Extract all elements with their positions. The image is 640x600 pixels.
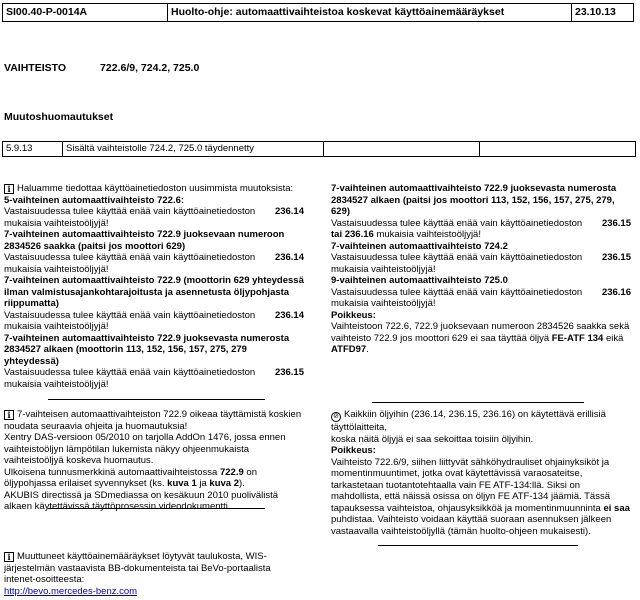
paragraph: Vaihteisto 722.6/9, siihen liittyvät sähköhydrauliset ohjainyksiköt ja momentinmuuntimet, jotka ovat käytettävissä varaosateitse, tarkastetaan tuotantotehtaalla vain FE ATF-134:llä. Siksi on mahdollista, että näissä osissa on öljyn FE ATF-134 jäämiä. Tässä tapauksessa vaihteistoa, ohjausyksikköä ja momentinmuunninta ei saa puhdistaa. Vaihteisto voidaan käyttää suoraan asennuksen jälkeen vastaavalla vaihteistoöljyllä (tämän huolto-ohjeen mukaisesti). — [331, 456, 630, 537]
document-header — [2, 3, 634, 22]
change-text: Sisältä vaihteistolle 724.2, 725.0 täydennetty — [63, 142, 324, 157]
right-info-block-1 — [331, 183, 631, 356]
requirement-line: Vastaisuudessa tulee käyttää enää vain käyttöainetiedoston 236.15 — [331, 252, 631, 263]
document-date: 23.10.13 — [575, 6, 616, 18]
right-note-block — [331, 409, 631, 537]
empty-cell — [324, 142, 480, 157]
section-heading: 5-vaihteinen automaattivaihteisto 722.6: — [4, 194, 185, 206]
requirement-line: Vastaisuudessa tulee käyttää enää vain käyttöainetiedoston 236.15 — [4, 367, 304, 378]
info-icon: i — [4, 184, 14, 194]
paragraph: AKUBIS directissä ja SDmediassa on kesäkuun 2010 puolivälistä alkaen käytettävissä täyttöprosessin videodokumentti. — [4, 489, 279, 512]
info-icon: i — [4, 552, 14, 562]
document-id: SI00.40-P-0014A — [3, 4, 168, 21]
section-heading: 7-vaihteinen automaattivaihteisto 722.9 (moottorin 629 yhteydessä ilman valmistusajankohtarajoitusta ja asennetusta öljypohjasta riippumatta) — [4, 275, 304, 309]
table-row — [3, 142, 636, 157]
paragraph: i 7-vaihteisen automaattivaihteiston 722.9 oikeaa täyttämistä koskien noudata seuraavia ohjeita ja huomautuksia! — [4, 409, 302, 432]
requirement-line: Vastaisuudessa tulee käyttää enää vain käyttöainetiedoston 236.14 — [4, 252, 304, 263]
section-heading: 7-vaihteinen automaattivaihteisto 724.2 — [331, 240, 508, 252]
requirement-tail: mukaisia vaihteistoöljyjä! — [331, 298, 436, 309]
requirement-tail: mukaisia vaihteistoöljyjä! — [4, 217, 109, 229]
document-title: Huolto-ohje: automaattivaihteistoa koskevat käyttöainemääräykset — [168, 4, 572, 21]
note-icon: ⊘ — [331, 412, 341, 422]
gearbox-line — [4, 63, 199, 75]
change-date: 5.9.13 — [3, 142, 63, 157]
paragraph: ⊘ Kaikkiin öljyihin (236.14, 236.15, 236.16) on käytettävä erillisiä täyttölaitteita, — [331, 409, 606, 433]
divider — [378, 545, 578, 546]
left-info-block-2 — [4, 409, 304, 513]
exception-text: Vaihteistoon 722.6, 722.9 juoksevaan numeroon 2834526 saakka sekä vaihteisto 722.9 jos moottori 629 ei saa täyttää öljyä FE-ATF 134 eikä ATFD97. — [331, 321, 630, 355]
section-heading: 7-vaihteinen automaattivaihteisto 722.9 juoksevasta numerosta 2834527 alkaen (moottorin 113, 152, 156, 157, 275, 279 yhteydessä) — [4, 332, 290, 367]
requirement-line: Vastaisuudessa tulee käyttää enää vain käyttöainetiedoston 236.14 — [4, 206, 304, 217]
requirement-tail: mukaisia vaihteistoöljyjä! — [331, 263, 436, 275]
exception-heading: Poikkeus: — [331, 309, 376, 321]
divider — [48, 399, 265, 400]
divider — [48, 508, 265, 509]
requirement-tail: tai 236.16 mukaisia vaihteistoöljyjä! — [331, 229, 481, 240]
figure-2-ref: kuva 2 — [209, 478, 239, 489]
info-icon: i — [4, 410, 14, 420]
gearbox-label: VAIHTEISTO — [4, 62, 67, 74]
section-heading: 7-vaihteinen automaattivaihteisto 722.9 juoksevaan numeroon 2834526 saakka (paitsi jos moottori 629) — [4, 229, 285, 252]
requirement-line: Vastaisuudessa tulee käyttää enää vain käyttöainetiedoston 236.15 — [331, 217, 631, 229]
paragraph: i Muuttuneet käyttöainemääräykset löytyvät taulukosta, WIS-järjestelmän vastaavista BB-dokumenteista tai BeVo-portaalista intenet-osoitteesta: — [4, 551, 271, 585]
changes-heading: Muutoshuomautukset — [4, 111, 114, 123]
empty-cell — [480, 142, 636, 157]
intro-line: i Haluamme tiedottaa käyttöainetiedoston uusimmista muutoksista: — [4, 183, 304, 195]
left-info-block-1 — [4, 183, 304, 390]
paragraph: Xentry DAS-versioon 05/2010 on tarjolla AddOn 1476, jossa ennen vaihteistoöljyn lämpötilan lukemista näkyy ohjeenmukaista vaihteistoöljyä koskeva huomautus. — [4, 432, 286, 466]
figure-1-ref: kuva 1 — [167, 478, 197, 489]
section-heading: 9-vaihteinen automaattivaihteisto 725.0 — [331, 275, 508, 286]
left-info-block-3 — [4, 551, 304, 597]
divider — [372, 402, 584, 403]
requirement-line: Vastaisuudessa tulee käyttää enää vain käyttöainetiedoston 236.14 — [4, 309, 304, 321]
requirement-tail: mukaisia vaihteistoöljyjä! — [4, 263, 109, 275]
requirement-tail: mukaisia vaihteistoöljyjä! — [4, 378, 109, 390]
paragraph: koska näitä öljyjä ei saa sekoittaa toisiin öljyihin. — [331, 433, 534, 445]
bevo-portal-link[interactable]: http://bevo.mercedes-benz.com — [4, 585, 138, 597]
requirement-line: Vastaisuudessa tulee käyttää enää vain käyttöainetiedoston 236.16 — [331, 286, 631, 298]
exception-heading: Poikkeus: — [331, 445, 376, 456]
gearbox-models: 722.6/9, 724.2, 725.0 — [100, 62, 200, 74]
requirement-tail: mukaisia vaihteistoöljyjä! — [4, 321, 109, 332]
section-heading: 7-vaihteinen automaattivaihteisto 722.9 juoksevasta numerosta 2834527 alkaen (paitsi jos moottori 113, 152, 156, 157, 275, 279, 629) — [331, 183, 617, 217]
changes-table — [2, 141, 636, 157]
paragraph: Ulkoisena tunnusmerkkinä automaattivaihteistossa 722.9 on öljypohjassa erilaiset syvennykset (ks. kuva 1 ja kuva 2). — [4, 466, 257, 489]
